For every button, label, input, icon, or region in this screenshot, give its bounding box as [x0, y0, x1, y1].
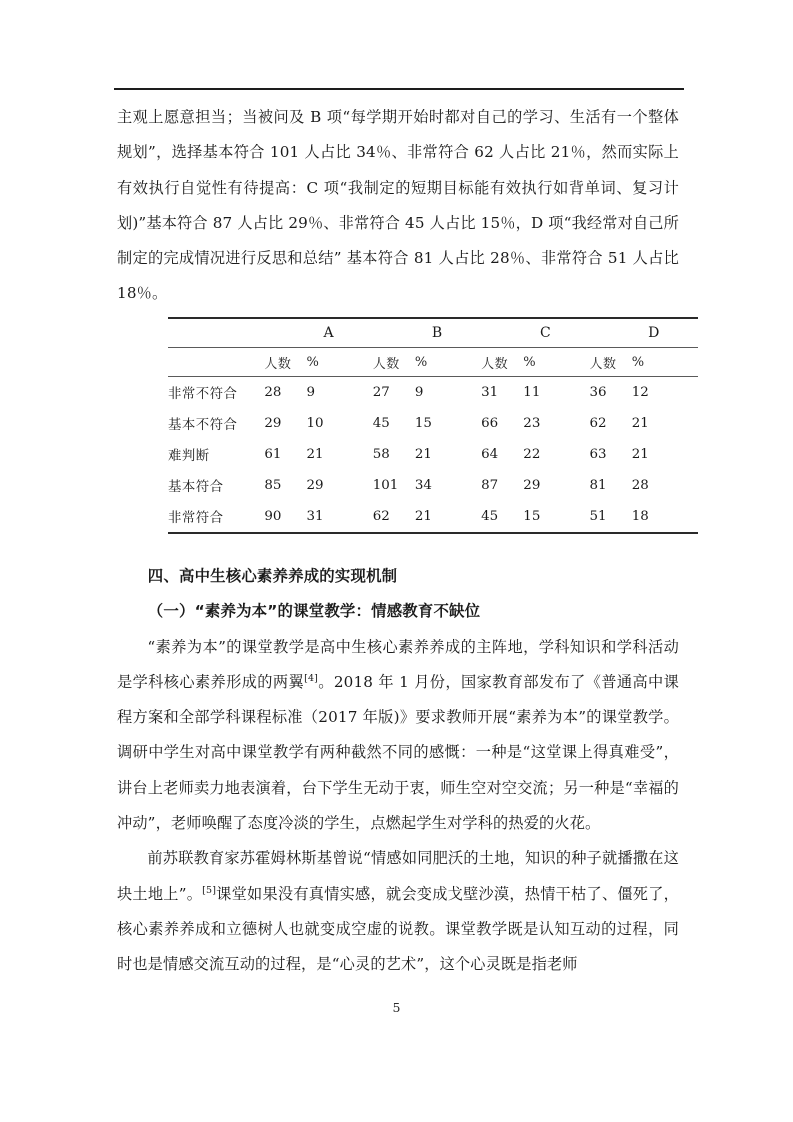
cell-b-count: 101: [372, 478, 399, 493]
group-header-c: C: [523, 318, 567, 348]
cell-b-percent: 15: [414, 416, 432, 431]
section-heading: 四、高中生核心素养养成的实现机制: [147, 567, 398, 585]
cell-c-count: 66: [481, 416, 499, 431]
paragraph-3-text-part1: 前苏联教育家苏霍姆林斯基曾说“情感如同肥沃的土地，知识的种子就播撒在这块土地上”。: [117, 849, 679, 903]
cell-spacer: [351, 377, 373, 409]
spacer-b: [459, 318, 481, 348]
cell-spacer: [567, 377, 589, 409]
row-label: 非常不符合: [168, 377, 264, 409]
cell-spacer: [567, 501, 589, 533]
sub-header-d-percent: %: [632, 348, 676, 377]
cell-spacer: [459, 470, 481, 501]
sub-header-a-percent: %: [307, 348, 351, 377]
cell-a-count: 28: [264, 377, 306, 409]
cell-d-percent: 21: [631, 447, 649, 462]
cell-d-count: 51: [589, 509, 607, 524]
sub-header-c-percent: %: [523, 348, 567, 377]
sub-spacer-d: [676, 348, 698, 377]
paragraph-before-table: 主观上愿意担当；当被问及 B 项“每学期开始时都对自己的学习、生活有一个整体规划”，选择基本符合 101 人占比 34％、非常符合 62 人占比 21％，然而实际上有效执行自觉性有待提高：C 项“我制定的短期目标能有效执行如背单词、复习计划)”基本符合 87 人占比 29％、非常符合 45 人占比 15％，D 项“我经常对自己所制定的完成情况进行反思和总结” 基本符合 81 人占比 28％、非常符合 51 人占比 18％。: [117, 108, 679, 303]
cell-spacer: [567, 470, 589, 501]
table-row: [168, 377, 698, 409]
cell-b-percent: 9: [415, 377, 459, 409]
table-row: [168, 470, 698, 501]
cell-spacer: [676, 470, 698, 501]
text-block-top: [117, 100, 679, 312]
cell-b-percent: 21: [414, 447, 432, 462]
cell-d-percent: 21: [631, 416, 649, 431]
cell-c-percent: 29: [523, 478, 541, 493]
statistics-table: [168, 317, 698, 534]
cell-a-percent: 9: [307, 377, 351, 409]
table-corner-cell: [168, 318, 264, 348]
page-number: 5: [392, 1000, 401, 1015]
cell-a-count: 29: [264, 416, 282, 431]
cell-spacer: [459, 501, 481, 533]
header-rule: [114, 88, 684, 90]
cell-d-percent: 12: [632, 377, 676, 409]
cell-a-count: 90: [264, 509, 282, 524]
cell-c-count: 87: [481, 478, 499, 493]
sub-spacer-c: [567, 348, 589, 377]
cell-d-count: 36: [590, 377, 632, 409]
cell-spacer: [567, 408, 589, 439]
cell-b-count: 27: [373, 377, 415, 409]
paragraph-3: [117, 841, 679, 982]
cell-b-percent: 21: [414, 509, 432, 524]
cell-a-percent: 31: [306, 509, 324, 524]
cell-a-percent: 21: [306, 447, 324, 462]
cell-b-count: 45: [372, 416, 390, 431]
group-header-d: D: [632, 318, 676, 348]
row-label: 难判断: [168, 449, 210, 464]
statistics-table-container: [168, 317, 698, 534]
table-row: [168, 439, 698, 470]
group-header-c-left: [481, 318, 523, 348]
table-bottom-rule-row: [168, 533, 698, 534]
subsection-heading: （一）“素养为本”的课堂教学：情感教育不缺位: [147, 602, 481, 621]
cell-spacer: [676, 501, 698, 533]
cell-spacer: [567, 439, 589, 470]
cell-a-count: 61: [264, 447, 282, 462]
cell-spacer: [351, 439, 373, 470]
paragraph-2-text-part1: “素养为本”的课堂教学是高中生核心素养养成的主阵地，学科知识和学科活动是学科核心素养形成的两翼: [117, 637, 679, 691]
cell-c-percent: 22: [523, 447, 541, 462]
table-row: [168, 408, 698, 439]
cell-c-percent: 11: [523, 377, 567, 409]
paragraph-2: [117, 630, 679, 842]
cell-b-count: 62: [372, 509, 390, 524]
cell-d-percent: 28: [631, 478, 649, 493]
cell-d-count: 81: [589, 478, 607, 493]
table-bottom-rule: [168, 533, 698, 534]
group-header-b-left: [373, 318, 415, 348]
cell-spacer: [459, 377, 481, 409]
cell-a-percent: 10: [306, 416, 324, 431]
spacer-d: [676, 318, 698, 348]
cell-spacer: [459, 408, 481, 439]
sub-spacer-b: [459, 348, 481, 377]
cell-d-count: 63: [589, 447, 607, 462]
cell-d-count: 62: [589, 416, 607, 431]
reference-marker-5: [5]: [202, 884, 217, 896]
table-row: [168, 501, 698, 533]
row-label: 基本不符合: [168, 418, 238, 433]
text-block-bottom: [117, 559, 679, 983]
sub-header-c-count: 人数: [481, 348, 523, 377]
sub-header-a-count: 人数: [264, 348, 306, 377]
cell-c-count: 64: [481, 447, 499, 462]
cell-c-percent: 15: [523, 509, 541, 524]
table-group-header-row: [168, 318, 698, 348]
cell-b-count: 58: [372, 447, 390, 462]
cell-a-count: 85: [264, 478, 282, 493]
sub-header-blank: [168, 348, 264, 377]
sub-header-d-count: 人数: [590, 348, 632, 377]
cell-c-percent: 23: [523, 416, 541, 431]
group-header-b: B: [415, 318, 459, 348]
cell-spacer: [676, 408, 698, 439]
cell-c-count: 45: [481, 509, 499, 524]
paragraph-2-text-part2: 。2018 年 1 月份，国家教育部发布了《普通高中课程方案和全部学科课程标准（2017 年版)》要求教师开展“素养为本”的课堂教学。调研中学生对高中课堂教学有两种截然不同的感慨：一种是“这堂课上得真难受”，讲台上老师卖力地表演着，台下学生无动于衷，师生空对空交流；另一种是“幸福的冲动”，老师唤醒了态度冷淡的学生，点燃起学生对学科的热爱的火花。: [117, 672, 679, 833]
cell-c-count: 31: [481, 377, 523, 409]
cell-a-percent: 29: [306, 478, 324, 493]
sub-header-b-percent: %: [415, 348, 459, 377]
spacer-c: [567, 318, 589, 348]
group-header-a: A: [307, 318, 351, 348]
cell-spacer: [351, 470, 373, 501]
reference-marker-4: [4]: [304, 672, 319, 684]
cell-d-percent: 18: [631, 509, 649, 524]
paragraph-3-text-part2: 课堂如果没有真情实感，就会变成戈壁沙漠，热情干枯了、僵死了，核心素养养成和立德树人也就变成空虚的说教。课堂教学既是认知互动的过程，同时也是情感交流互动的过程，是“心灵的艺术”，这个心灵既是指老师: [117, 884, 680, 974]
spacer-a: [351, 318, 373, 348]
cell-spacer: [676, 377, 698, 409]
table-sub-header-row: [168, 348, 698, 377]
sub-header-b-count: 人数: [373, 348, 415, 377]
cell-b-percent: 34: [414, 478, 432, 493]
cell-spacer: [351, 408, 373, 439]
group-header-d-left: [590, 318, 632, 348]
sub-spacer-a: [351, 348, 373, 377]
group-header-a-left: [264, 318, 306, 348]
cell-spacer: [459, 439, 481, 470]
cell-spacer: [676, 439, 698, 470]
row-label: 非常符合: [168, 511, 224, 526]
cell-spacer: [351, 501, 373, 533]
row-label: 基本符合: [168, 480, 224, 495]
